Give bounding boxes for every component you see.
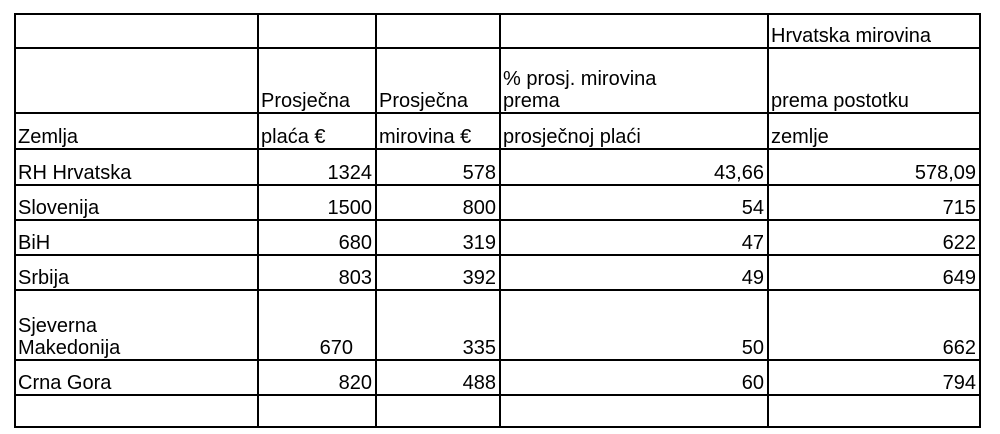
header-hr-pension-line3: zemlje	[768, 113, 980, 149]
empty-cell	[500, 14, 768, 48]
header-row-bottom	[15, 113, 980, 149]
header-country: Zemlja	[15, 113, 258, 149]
header-hr-pension-line2: prema postotku	[768, 48, 980, 113]
percent-cell: 49	[500, 255, 768, 290]
salary-cell: 803	[258, 255, 376, 290]
empty-cell	[376, 395, 500, 427]
header-avg-salary-line1: Prosječna	[258, 48, 376, 113]
table-row	[15, 220, 980, 255]
header-avg-pension-line2: mirovina €	[376, 113, 500, 149]
percent-cell: 60	[500, 360, 768, 395]
empty-cell	[258, 395, 376, 427]
country-cell: Crna Gora	[15, 360, 258, 395]
empty-row	[15, 395, 980, 427]
percent-cell: 50	[500, 290, 768, 360]
salary-cell: 670	[258, 290, 376, 360]
salary-cell: 1324	[258, 149, 376, 185]
country-cell	[15, 290, 258, 360]
table-row	[15, 360, 980, 395]
hr-pension-cell: 622	[768, 220, 980, 255]
country-line2: Makedonija	[18, 337, 121, 359]
header-hr-pension-line1: Hrvatska mirovina	[768, 14, 980, 48]
country-cell: Slovenija	[15, 185, 258, 220]
percent-cell: 43,66	[500, 149, 768, 185]
header-avg-pension-line1: Prosječna	[376, 48, 500, 113]
table-row	[15, 149, 980, 185]
pension-comparison-table	[14, 13, 981, 428]
country-line1: Sjeverna	[18, 315, 97, 337]
hr-pension-cell: 715	[768, 185, 980, 220]
pension-cell: 488	[376, 360, 500, 395]
empty-cell	[15, 395, 258, 427]
percent-cell: 54	[500, 185, 768, 220]
hr-pension-cell: 578,09	[768, 149, 980, 185]
empty-cell	[15, 14, 258, 48]
salary-cell: 820	[258, 360, 376, 395]
pension-cell: 319	[376, 220, 500, 255]
hr-pension-cell: 794	[768, 360, 980, 395]
empty-cell	[258, 14, 376, 48]
header-row-top	[15, 14, 980, 48]
pension-cell: 392	[376, 255, 500, 290]
empty-cell	[768, 395, 980, 427]
header-percent-line1: % prosj. mirovina	[503, 68, 657, 90]
empty-cell	[15, 48, 258, 113]
header-percent-cell	[500, 48, 768, 113]
header-percent-line3: prosječnoj plaći	[500, 113, 768, 149]
header-row-mid	[15, 48, 980, 113]
salary-cell: 680	[258, 220, 376, 255]
header-percent-line2: prema	[503, 90, 560, 112]
empty-cell	[500, 395, 768, 427]
header-avg-salary-line2: plaća €	[258, 113, 376, 149]
table-row	[15, 290, 980, 360]
country-cell: RH Hrvatska	[15, 149, 258, 185]
pension-cell: 335	[376, 290, 500, 360]
hr-pension-cell: 662	[768, 290, 980, 360]
table-row	[15, 185, 980, 220]
empty-cell	[376, 14, 500, 48]
country-cell: BiH	[15, 220, 258, 255]
country-cell: Srbija	[15, 255, 258, 290]
hr-pension-cell: 649	[768, 255, 980, 290]
percent-cell: 47	[500, 220, 768, 255]
pension-cell: 578	[376, 149, 500, 185]
salary-cell: 1500	[258, 185, 376, 220]
table-row	[15, 255, 980, 290]
pension-cell: 800	[376, 185, 500, 220]
